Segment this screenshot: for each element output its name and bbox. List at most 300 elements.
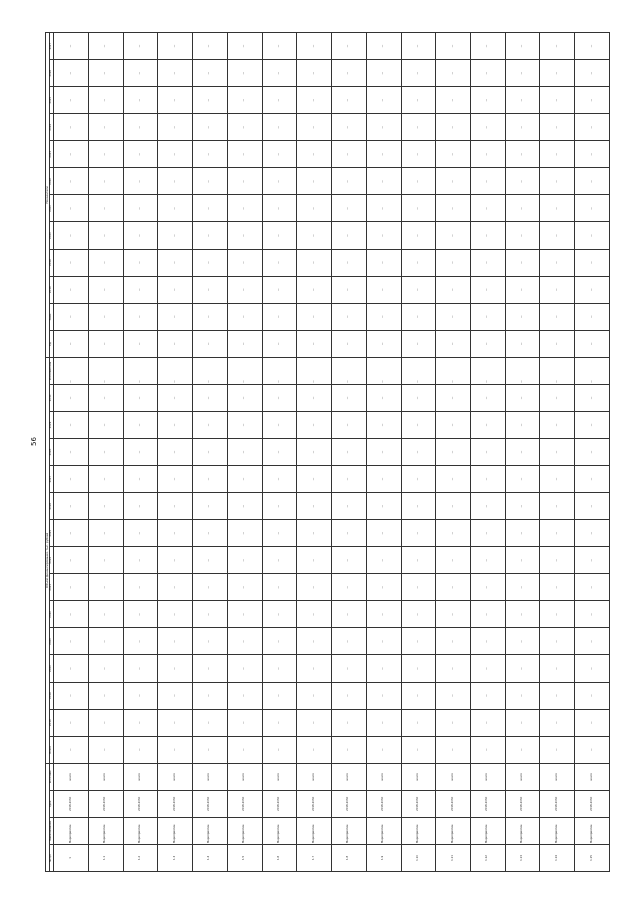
row-name: Мероприятие (332, 817, 367, 844)
table-row (470, 33, 505, 872)
financing-cell: — (436, 384, 471, 411)
financing-cell: — (123, 520, 158, 547)
row-executor: — (575, 357, 610, 384)
row-executor: — (297, 357, 332, 384)
row-source: всего (297, 763, 332, 790)
indicator-cell: — (401, 33, 436, 60)
financing-cell: — (401, 709, 436, 736)
row-name: Мероприятие (575, 817, 610, 844)
indicator-cell: — (54, 330, 89, 357)
financing-cell: — (332, 628, 367, 655)
indicator-cell: — (575, 141, 610, 168)
financing-cell: — (262, 466, 297, 493)
indicator-cell: — (366, 330, 401, 357)
financing-cell: — (158, 709, 193, 736)
row-term: 2018-2030 (575, 790, 610, 817)
financing-cell: — (575, 466, 610, 493)
table-row (575, 33, 610, 872)
indicator-cell: — (123, 195, 158, 222)
column-header: 2027 (50, 466, 54, 493)
row-source: всего (158, 763, 193, 790)
row-name: Мероприятие (540, 817, 575, 844)
financing-cell: — (158, 547, 193, 574)
financing-cell: — (575, 384, 610, 411)
indicator-cell: — (436, 114, 471, 141)
indicator-cell: — (540, 303, 575, 330)
financing-cell: — (193, 466, 228, 493)
indicator-cell: — (123, 222, 158, 249)
financing-cell: — (262, 439, 297, 466)
financing-cell: — (262, 520, 297, 547)
financing-cell: — (366, 466, 401, 493)
indicator-cell: — (470, 114, 505, 141)
financing-cell: — (262, 384, 297, 411)
financing-cell: — (575, 682, 610, 709)
indicator-cell: — (505, 249, 540, 276)
row-executor: — (505, 357, 540, 384)
indicator-cell: — (540, 168, 575, 195)
indicator-cell: — (366, 276, 401, 303)
indicator-cell: — (366, 303, 401, 330)
financing-cell: — (227, 520, 262, 547)
indicator-cell: — (436, 303, 471, 330)
indicator-cell: — (88, 87, 123, 114)
indicator-cell: — (88, 303, 123, 330)
row-number: 1.7 (297, 844, 332, 871)
indicator-cell: — (332, 276, 367, 303)
indicator-cell: — (332, 33, 367, 60)
financing-cell: — (505, 628, 540, 655)
row-executor: — (366, 357, 401, 384)
row-executor: — (436, 357, 471, 384)
indicator-cell: — (262, 87, 297, 114)
indicator-cell: — (366, 87, 401, 114)
indicator-cell: — (123, 276, 158, 303)
row-executor: — (332, 357, 367, 384)
financing-cell: — (227, 682, 262, 709)
financing-cell: — (88, 682, 123, 709)
financing-cell: — (158, 411, 193, 438)
financing-cell: — (158, 384, 193, 411)
column-header: Источник (50, 763, 54, 790)
indicator-cell: — (470, 60, 505, 87)
indicator-cell: — (540, 141, 575, 168)
financing-cell: — (540, 736, 575, 763)
financing-cell: — (54, 709, 89, 736)
financing-cell: — (88, 655, 123, 682)
financing-cell: — (193, 628, 228, 655)
financing-cell: — (332, 547, 367, 574)
indicator-cell: — (436, 33, 471, 60)
table-row (540, 33, 575, 872)
indicator-cell: — (123, 87, 158, 114)
indicator-cell: — (575, 330, 610, 357)
financing-cell: — (193, 411, 228, 438)
financing-cell: — (193, 384, 228, 411)
indicator-cell: — (575, 249, 610, 276)
indicator-cell: — (227, 330, 262, 357)
financing-cell: — (332, 466, 367, 493)
column-header: 2026 (50, 60, 54, 87)
row-name: Мероприятие (470, 817, 505, 844)
financing-cell: — (158, 655, 193, 682)
indicator-cell: — (158, 141, 193, 168)
financing-cell: — (470, 682, 505, 709)
financing-cell: — (332, 574, 367, 601)
indicator-cell: — (540, 33, 575, 60)
indicator-cell: — (262, 141, 297, 168)
row-number: 1.9 (366, 844, 401, 871)
financing-cell: — (88, 601, 123, 628)
indicator-cell: — (193, 60, 228, 87)
indicator-cell: — (401, 330, 436, 357)
financing-cell: — (123, 574, 158, 601)
financing-cell: — (158, 736, 193, 763)
financing-cell: — (297, 439, 332, 466)
table-row (505, 33, 540, 872)
indicator-cell: — (470, 141, 505, 168)
financing-cell: — (88, 493, 123, 520)
indicator-cell: — (470, 222, 505, 249)
financing-cell: — (470, 574, 505, 601)
financing-cell: — (401, 493, 436, 520)
financing-cell: — (401, 601, 436, 628)
financing-cell: — (88, 411, 123, 438)
financing-cell: — (332, 709, 367, 736)
indicator-cell: — (193, 330, 228, 357)
financing-cell: — (227, 736, 262, 763)
financing-cell: — (366, 574, 401, 601)
row-term: 2018-2030 (262, 790, 297, 817)
indicator-cell: — (436, 222, 471, 249)
financing-cell: — (366, 493, 401, 520)
indicator-cell: — (366, 141, 401, 168)
financing-cell: — (575, 709, 610, 736)
table-row (436, 33, 471, 872)
column-header: 2020 (50, 222, 54, 249)
financing-cell: — (505, 601, 540, 628)
financing-cell: — (193, 601, 228, 628)
row-name: Мероприятие (123, 817, 158, 844)
indicator-cell: — (158, 60, 193, 87)
row-number: 1.4 (193, 844, 228, 871)
financing-cell: — (262, 574, 297, 601)
row-term: 2018-2030 (366, 790, 401, 817)
column-header: 2023 (50, 141, 54, 168)
financing-cell: — (470, 655, 505, 682)
column-header: 2021 (50, 195, 54, 222)
row-number: 1.3 (158, 844, 193, 871)
financing-cell: — (54, 682, 89, 709)
indicator-cell: — (227, 195, 262, 222)
indicator-cell: — (297, 249, 332, 276)
financing-cell: — (123, 493, 158, 520)
financing-cell: — (401, 574, 436, 601)
financing-cell: — (297, 547, 332, 574)
table-row (262, 33, 297, 872)
indicator-cell: — (123, 114, 158, 141)
indicator-cell: — (88, 276, 123, 303)
financing-cell: — (262, 628, 297, 655)
financing-cell: — (436, 601, 471, 628)
row-number: 1.12 (470, 844, 505, 871)
column-header: 2025 (50, 520, 54, 547)
indicator-cell: — (436, 168, 471, 195)
table-row (297, 33, 332, 872)
financing-cell: — (262, 547, 297, 574)
indicator-cell: — (540, 60, 575, 87)
indicator-cell: — (540, 249, 575, 276)
financing-cell: — (470, 628, 505, 655)
column-header: Ед. (50, 330, 54, 357)
financing-cell: — (158, 682, 193, 709)
row-number: 1.2 (123, 844, 158, 871)
row-name: Мероприятие (401, 817, 436, 844)
financing-cell: — (575, 574, 610, 601)
financing-cell: — (297, 384, 332, 411)
indicator-cell: — (54, 114, 89, 141)
indicator-cell: — (88, 222, 123, 249)
indicator-cell: — (88, 195, 123, 222)
financing-cell: — (470, 439, 505, 466)
financing-cell: — (540, 628, 575, 655)
indicator-cell: — (575, 168, 610, 195)
indicator-cell: — (88, 168, 123, 195)
indicator-cell: — (436, 330, 471, 357)
indicator-cell: — (158, 249, 193, 276)
financing-cell: — (505, 682, 540, 709)
financing-cell: — (575, 547, 610, 574)
row-executor: — (470, 357, 505, 384)
column-header: 2021 (50, 628, 54, 655)
indicator-cell: — (401, 141, 436, 168)
financing-cell: — (297, 466, 332, 493)
financing-cell: — (193, 439, 228, 466)
indicator-cell: — (297, 87, 332, 114)
financing-cell: — (540, 682, 575, 709)
column-header: Исполнитель (50, 357, 54, 384)
row-source: всего (470, 763, 505, 790)
financing-cell: — (401, 384, 436, 411)
indicator-cell: — (193, 249, 228, 276)
financing-cell: — (123, 709, 158, 736)
indicator-cell: — (54, 195, 89, 222)
row-executor: — (123, 357, 158, 384)
row-source: всего (54, 763, 89, 790)
row-executor: — (227, 357, 262, 384)
indicator-cell: — (193, 303, 228, 330)
financing-cell: — (505, 520, 540, 547)
financing-cell: — (540, 655, 575, 682)
row-number: 1.5 (227, 844, 262, 871)
indicator-cell: — (193, 33, 228, 60)
financing-cell: — (227, 601, 262, 628)
financing-cell: — (227, 628, 262, 655)
financing-cell: — (158, 574, 193, 601)
financing-cell: — (332, 520, 367, 547)
row-term: 2018-2030 (158, 790, 193, 817)
financing-cell: — (193, 520, 228, 547)
column-header: Всего (50, 736, 54, 763)
row-executor: — (262, 357, 297, 384)
indicator-cell: — (401, 303, 436, 330)
indicator-cell: — (123, 168, 158, 195)
indicator-cell: — (227, 249, 262, 276)
indicator-cell: — (505, 330, 540, 357)
indicator-cell: — (470, 249, 505, 276)
financing-cell: — (297, 520, 332, 547)
financing-cell: — (540, 384, 575, 411)
indicator-cell: — (262, 195, 297, 222)
financing-cell: — (158, 466, 193, 493)
indicator-cell: — (227, 303, 262, 330)
indicator-cell: — (401, 222, 436, 249)
financing-cell: — (540, 411, 575, 438)
row-term: 2018-2030 (123, 790, 158, 817)
row-source: всего (401, 763, 436, 790)
row-term: 2018-2030 (540, 790, 575, 817)
indicator-cell: — (470, 168, 505, 195)
financing-cell: — (470, 411, 505, 438)
financing-cell: — (470, 466, 505, 493)
row-name: Мероприятие (262, 817, 297, 844)
indicator-cell: — (366, 249, 401, 276)
financing-cell: — (540, 709, 575, 736)
indicator-cell: — (262, 33, 297, 60)
financing-cell: — (297, 655, 332, 682)
row-number: 1.8 (332, 844, 367, 871)
indicator-cell: — (332, 60, 367, 87)
rotated-table-wrapper (45, 32, 610, 872)
indicator-cell: — (158, 87, 193, 114)
financing-cell: — (88, 574, 123, 601)
financing-cell: — (88, 384, 123, 411)
financing-cell: — (297, 574, 332, 601)
financing-cell: — (436, 547, 471, 574)
indicator-cell: — (470, 303, 505, 330)
financing-cell: — (332, 682, 367, 709)
financing-cell: — (54, 493, 89, 520)
indicator-cell: — (88, 60, 123, 87)
indicator-cell: — (540, 87, 575, 114)
financing-cell: — (88, 736, 123, 763)
financing-cell: — (332, 384, 367, 411)
indicator-cell: — (470, 330, 505, 357)
financing-cell: — (297, 411, 332, 438)
financing-cell: — (436, 736, 471, 763)
indicator-cell: — (575, 195, 610, 222)
indicator-cell: — (505, 168, 540, 195)
table-row (88, 33, 123, 872)
table-row (332, 33, 367, 872)
financing-cell: — (54, 655, 89, 682)
indicator-cell: — (401, 249, 436, 276)
indicator-cell: — (505, 276, 540, 303)
column-header: 2024 (50, 114, 54, 141)
financing-cell: — (297, 682, 332, 709)
indicator-cell: — (332, 114, 367, 141)
column-header: Срок (50, 790, 54, 817)
row-name: Мероприятие (366, 817, 401, 844)
financing-cell: — (262, 736, 297, 763)
financing-cell: — (227, 411, 262, 438)
indicator-cell: — (401, 87, 436, 114)
indicator-cell: — (193, 114, 228, 141)
row-source: всего (540, 763, 575, 790)
table-row (158, 33, 193, 872)
indicator-cell: — (297, 195, 332, 222)
indicator-cell: — (575, 276, 610, 303)
indicator-cell: — (297, 60, 332, 87)
financing-cell: — (54, 520, 89, 547)
indicator-cell: — (366, 60, 401, 87)
financing-cell: — (54, 547, 89, 574)
table-row (401, 33, 436, 872)
financing-cell: — (123, 628, 158, 655)
indicator-cell: — (88, 33, 123, 60)
row-name: Мероприятие (158, 817, 193, 844)
financing-cell: — (436, 574, 471, 601)
financing-cell: — (158, 520, 193, 547)
indicator-cell: — (366, 195, 401, 222)
row-name: Мероприятие (193, 817, 228, 844)
financing-cell: — (505, 655, 540, 682)
row-term: 2018-2030 (505, 790, 540, 817)
column-header: 2028 (50, 439, 54, 466)
indicator-cell: — (436, 60, 471, 87)
indicator-cell: — (158, 303, 193, 330)
row-number: 1 (54, 844, 89, 871)
indicator-cell: — (262, 114, 297, 141)
row-term: 2018-2030 (88, 790, 123, 817)
indicator-cell: — (505, 87, 540, 114)
financing-cell: — (123, 601, 158, 628)
indicator-cell: — (401, 114, 436, 141)
financing-cell: — (123, 411, 158, 438)
financing-cell: — (540, 601, 575, 628)
indicator-cell: — (262, 330, 297, 357)
financing-cell: — (470, 736, 505, 763)
indicator-cell: — (193, 141, 228, 168)
financing-cell: — (436, 439, 471, 466)
financing-cell: — (54, 628, 89, 655)
indicator-cell: — (470, 87, 505, 114)
table-row (193, 33, 228, 872)
indicator-cell: — (505, 33, 540, 60)
financing-cell: — (262, 655, 297, 682)
indicator-cell: — (436, 249, 471, 276)
financing-cell: — (227, 574, 262, 601)
indicator-cell: — (401, 276, 436, 303)
row-source: всего (575, 763, 610, 790)
column-header: 2018 (50, 276, 54, 303)
indicator-cell: — (575, 33, 610, 60)
row-name: Мероприятие (54, 817, 89, 844)
indicator-cell: — (505, 114, 540, 141)
row-source: всего (193, 763, 228, 790)
financing-cell: — (297, 628, 332, 655)
row-executor: — (540, 357, 575, 384)
financing-cell: — (366, 709, 401, 736)
indicator-cell: — (193, 276, 228, 303)
row-name: Мероприятие (297, 817, 332, 844)
financing-cell: — (366, 736, 401, 763)
indicator-cell: — (88, 114, 123, 141)
row-name: Мероприятие (88, 817, 123, 844)
indicator-cell: — (158, 222, 193, 249)
row-term: 2018-2030 (227, 790, 262, 817)
indicator-cell: — (436, 276, 471, 303)
